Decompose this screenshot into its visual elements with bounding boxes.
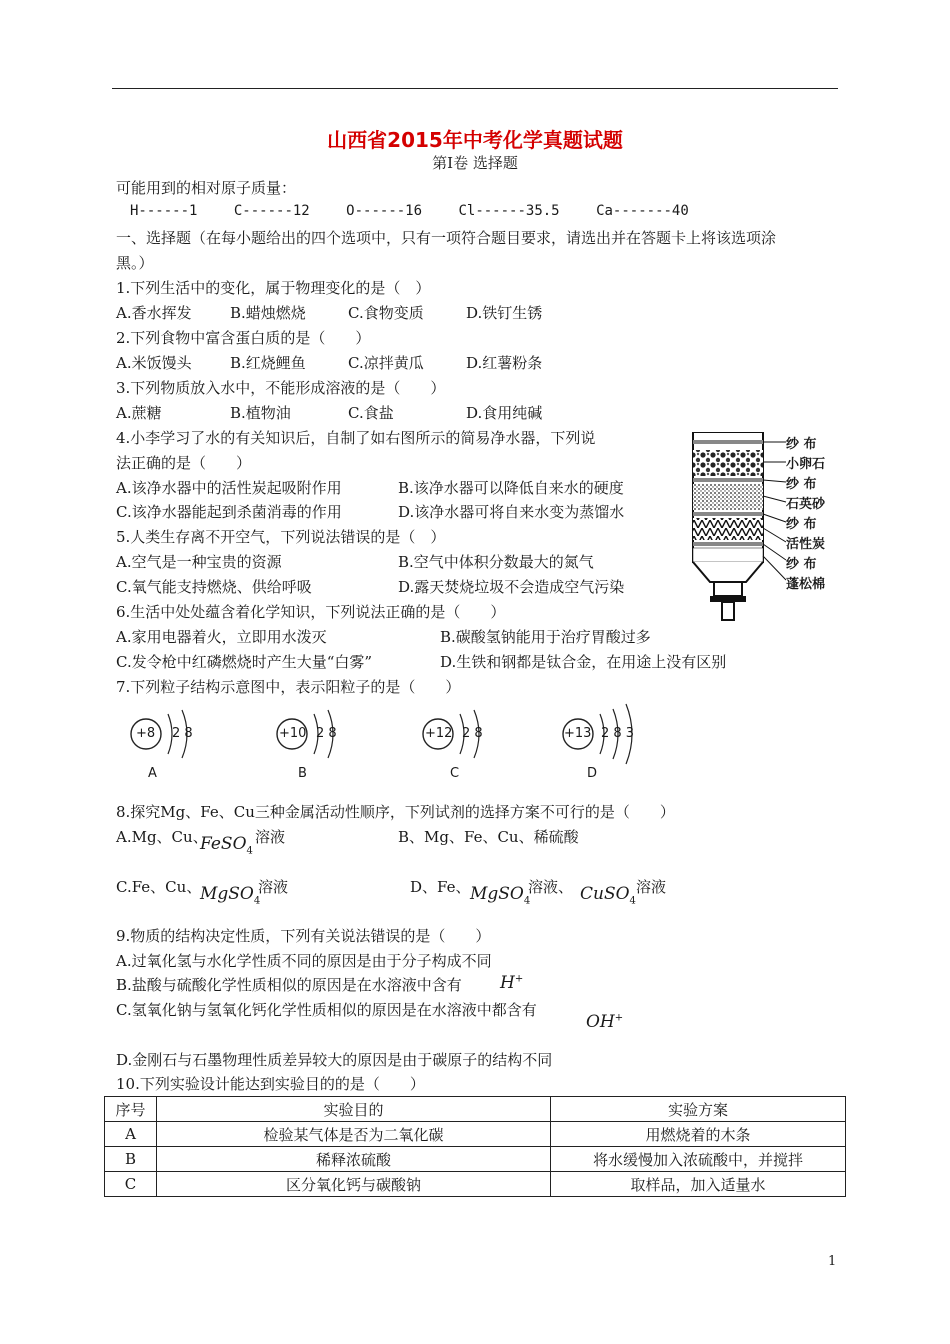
row-b-number: B (105, 1147, 157, 1172)
filter-label-gauze-3: 纱 布 (786, 517, 817, 532)
q10-stem: 10.下列实验设计能达到实验目的的是（ ） (116, 1075, 425, 1093)
q3-stem: 3.下列物质放入水中，不能形成溶液的是（ ） (116, 379, 446, 397)
table-header-row (105, 1097, 846, 1122)
q8-option-c-prefix: C.Fe、Cu、 (116, 878, 202, 896)
water-filter-diagram (690, 432, 790, 642)
atom-c-shells: 2 8 (462, 726, 483, 741)
q4-stem: 4.小李学习了水的有关知识后，自制了如右图所示的简易净水器，下列说 (116, 429, 596, 447)
q8-stem: 8.探究Mg、Fe、Cu三种金属活动性顺序，下列试剂的选择方案不可行的是（ ） (116, 803, 675, 821)
q8-option-c-suffix: 溶液 (258, 878, 289, 896)
q9-stem: 9.物质的结构决定性质，下列有关说法错误的是（ ） (116, 927, 491, 945)
filter-label-activated-carbon: 活性炭 (786, 537, 826, 552)
gauze-layer-2 (693, 478, 763, 482)
page-number: 1 (828, 1254, 837, 1269)
q5-option-c: C.氧气能支持燃烧、供给呼吸 (116, 578, 312, 596)
q8-option-d-formula-2: CuSO$_4$ (580, 884, 636, 907)
filter-label-pebbles: 小卵石 (786, 457, 826, 472)
header-purpose: 实验目的 (157, 1097, 551, 1122)
q8-option-b: B、Mg、Fe、Cu、稀硫酸 (398, 828, 579, 846)
mass-h: H------1 (130, 203, 198, 219)
q4-stem-cont: 法正确的是（ ） (116, 454, 252, 472)
q2-option-d: D.红薯粉条 (466, 354, 543, 372)
row-a-purpose: 检验某气体是否为二氧化碳 (157, 1122, 551, 1147)
row-b-purpose: 稀释浓硫酸 (157, 1147, 551, 1172)
atom-d-label: D (587, 766, 598, 781)
filter-label-cotton: 蓬松棉 (786, 577, 826, 592)
filter-label-quartz-sand: 石英砂 (786, 497, 826, 512)
atom-c-nucleus: +12 (425, 726, 453, 741)
q5-option-d: D.露天焚烧垃圾不会造成空气污染 (398, 578, 625, 596)
page-title: 山西省2015年中考化学真题试题 (327, 128, 623, 152)
filter-outlet (722, 602, 734, 620)
q4-option-a: A.该净水器中的活性炭起吸附作用 (116, 479, 342, 497)
row-c-purpose: 区分氧化钙与碳酸钠 (157, 1172, 551, 1197)
q8-option-a-formula: FeSO$_4$ (200, 834, 253, 857)
row-c-number: C (105, 1172, 157, 1197)
q4-option-b: B.该净水器可以降低自来水的硬度 (398, 479, 624, 497)
atom-b-label: B (298, 766, 307, 781)
q9-hydroxide-ion: OH+ (586, 1012, 624, 1032)
q8-option-a-prefix: A.Mg、Cu、 (116, 828, 208, 846)
atomic-masses (130, 203, 717, 219)
row-c-plan: 取样品，加入适量水 (551, 1172, 846, 1197)
label-leader-lines (763, 442, 786, 580)
quartz-sand-layer (693, 484, 763, 510)
header-rule (112, 88, 838, 89)
q8-option-d-mid: 溶液、 (528, 878, 574, 896)
gauze-layer-4 (693, 542, 763, 546)
atom-a-shells: 2 8 (172, 726, 193, 741)
row-a-plan: 用燃烧着的木条 (551, 1122, 846, 1147)
pebble-layer (693, 450, 763, 476)
q4-option-d: D.该净水器可将自来水变为蒸馏水 (398, 503, 625, 521)
q10-experiment-table (104, 1096, 846, 1197)
q2-option-c: C.凉拌黄瓜 (348, 354, 424, 372)
section-instruction: 一、选择题（在每小题给出的四个选项中，只有一项符合题目要求，请选出并在答题卡上将该选项涂 (116, 229, 777, 247)
q3-option-b: B.植物油 (230, 404, 291, 422)
atom-a-label: A (148, 766, 157, 781)
header-plan: 实验方案 (551, 1097, 846, 1122)
mass-o: O------16 (346, 203, 423, 219)
atom-a-nucleus: +8 (136, 726, 156, 741)
filter-label-gauze-2: 纱 布 (786, 477, 817, 492)
q6-option-c: C.发令枪中红磷燃烧时产生大量“白雾” (116, 653, 373, 671)
q1-option-d: D.铁钉生锈 (466, 304, 543, 322)
header-number: 序号 (105, 1097, 157, 1122)
q9-option-b: B.盐酸与硫酸化学性质相似的原因是在水溶液中含有 (116, 976, 462, 994)
section-instruction-cont: 黑。） (116, 254, 154, 272)
q7-stem: 7.下列粒子结构示意图中，表示阳粒子的是（ ） (116, 678, 461, 696)
table-row (105, 1172, 846, 1197)
q5-option-a: A.空气是一种宝贵的资源 (116, 553, 282, 571)
q6-option-a: A.家用电器着火，立即用水泼灭 (116, 628, 327, 646)
q8-option-c-formula: MgSO$_4$ (200, 884, 261, 907)
mass-c: C------12 (233, 203, 310, 219)
mass-ca: Ca-------40 (596, 203, 689, 219)
q8-option-d-prefix: D、Fe、 (410, 878, 471, 896)
filter-label-gauze-1: 纱 布 (786, 437, 817, 452)
q2-option-b: B.红烧鲤鱼 (230, 354, 306, 372)
q9-hydrogen-ion: H+ (500, 973, 524, 993)
activated-carbon-layer (693, 518, 763, 540)
q4-option-c: C.该净水器能起到杀菌消毒的作用 (116, 503, 342, 521)
q3-option-d: D.食用纯碱 (466, 404, 543, 422)
table-row (105, 1122, 846, 1147)
q1-option-b: B.蜡烛燃烧 (230, 304, 306, 322)
filter-label-gauze-4: 纱 布 (786, 557, 817, 572)
q9-option-c: C.氢氧化钠与氢氧化钙化学性质相似的原因是在水溶液中都含有 (116, 1001, 537, 1019)
row-a-number: A (105, 1122, 157, 1147)
table-row (105, 1147, 846, 1172)
q8-option-d-suffix: 溶液 (636, 878, 667, 896)
gauze-layer-1 (693, 440, 763, 444)
atom-d-nucleus: +13 (564, 726, 592, 741)
filter-funnel (693, 562, 763, 582)
q2-option-a: A.米饭馒头 (116, 354, 192, 372)
q3-option-a: A.蔗糖 (116, 404, 162, 422)
q6-option-d: D.生铁和钢都是钛合金，在用途上没有区别 (440, 653, 727, 671)
atom-d-shells: 2 8 3 (601, 726, 635, 741)
q8-option-d-formula-1: MgSO$_4$ (470, 884, 531, 907)
atom-c-label: C (450, 766, 460, 781)
q6-option-b: B.碳酸氢钠能用于治疗胃酸过多 (440, 628, 651, 646)
q9-option-a: A.过氧化氢与水化学性质不同的原因是由于分子构成不同 (116, 952, 492, 970)
gauze-layer-3 (693, 512, 763, 516)
q9-option-d: D.金刚石与石墨物理性质差异较大的原因是由于碳原子的结构不同 (116, 1051, 553, 1069)
atom-b-shells: 2 8 (316, 726, 337, 741)
q5-option-b: B.空气中体积分数最大的氮气 (398, 553, 594, 571)
q8-option-a-suffix: 溶液 (255, 828, 286, 846)
mass-heading: 可能用到的相对原子质量： (116, 179, 297, 197)
q5-stem: 5.人类生存离不开空气，下列说法错误的是（ ） (116, 528, 446, 546)
mass-cl: Cl------35.5 (458, 203, 560, 219)
q1-stem: 1.下列生活中的变化，属于物理变化的是（ ） (116, 279, 431, 297)
filter-neck (714, 582, 742, 596)
q1-option-a: A.香水挥发 (116, 304, 192, 322)
q1-option-c: C.食物变质 (348, 304, 424, 322)
row-b-plan: 将水缓慢加入浓硫酸中，并搅拌 (551, 1147, 846, 1172)
atom-b-nucleus: +10 (279, 726, 307, 741)
page-subtitle: 第Ⅰ卷 选择题 (432, 154, 518, 172)
cotton-layer (693, 548, 763, 562)
q2-stem: 2.下列食物中富含蛋白质的是（ ） (116, 329, 371, 347)
q3-option-c: C.食盐 (348, 404, 394, 422)
q6-stem: 6.生活中处处蕴含着化学知识，下列说法正确的是（ ） (116, 603, 506, 621)
